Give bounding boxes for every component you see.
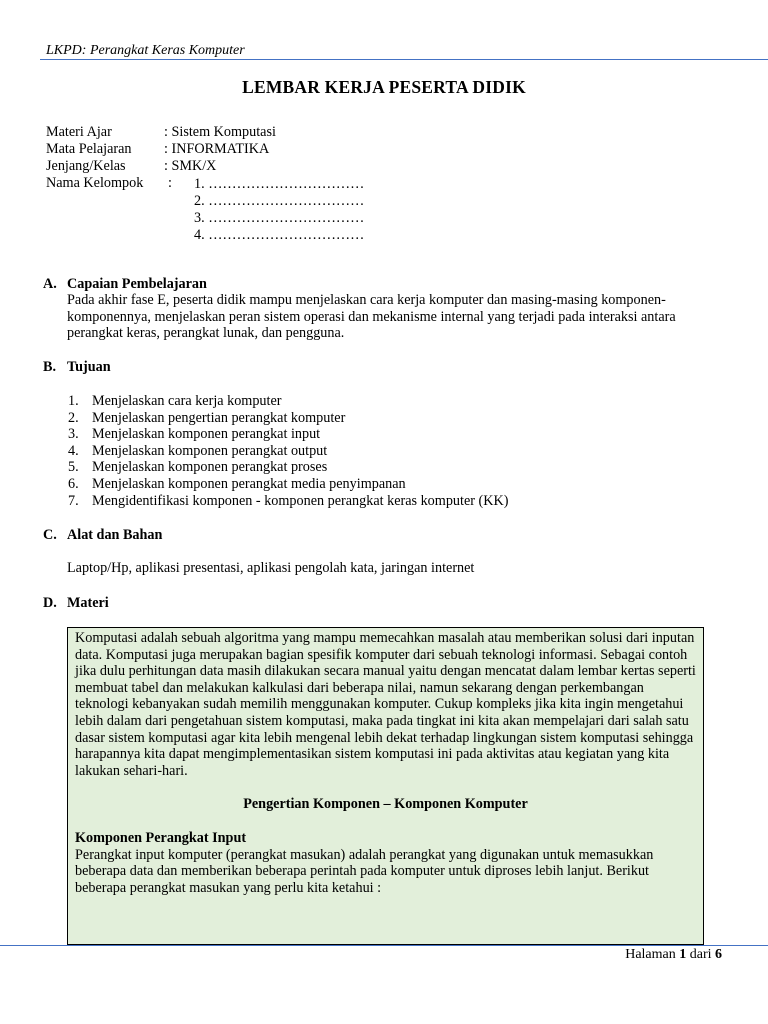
list-text: Menjelaskan komponen perangkat proses xyxy=(92,459,328,476)
group-member-line-1: 1. …………………………… xyxy=(194,176,365,192)
section-a-heading xyxy=(43,275,207,293)
meta-label: Nama Kelompok xyxy=(46,175,144,191)
footer-divider xyxy=(0,945,768,946)
header-divider xyxy=(40,59,768,60)
section-d-heading xyxy=(43,594,109,612)
input-heading: Komponen Perangkat Input xyxy=(75,829,247,846)
section-letter: C. xyxy=(43,527,57,543)
total-pages: 6 xyxy=(715,947,722,962)
list-item xyxy=(68,443,508,460)
list-item xyxy=(68,459,508,476)
page-title: LEMBAR KERJA PESERTA DIDIK xyxy=(242,77,526,97)
list-item xyxy=(68,476,508,493)
section-title: Tujuan xyxy=(67,359,111,375)
section-c-text: Laptop/Hp, aplikasi presentasi, aplikasi pengolah kata, jaringan internet xyxy=(67,560,475,576)
list-number: 3. xyxy=(68,426,79,443)
section-b-heading xyxy=(43,358,111,376)
section-letter: D. xyxy=(43,595,57,611)
list-text: Menjelaskan komponen perangkat output xyxy=(92,442,328,459)
section-c-heading xyxy=(43,526,162,544)
meta-label: Materi Ajar xyxy=(46,124,112,140)
list-text: Menjelaskan komponen perangkat media penyimpanan xyxy=(92,475,406,492)
section-title: Capaian Pembelajaran xyxy=(67,276,207,292)
section-a-text: Pada akhir fase E, peserta didik mampu menjelaskan cara kerja komputer dan masing-masing komponen-komponennya, menjelaskan peran sistem operasi dan mekanisme internal yang terjadi pada interaksi antara perangkat keras, perangkat lunak, dan pengguna. xyxy=(67,292,676,341)
list-number: 4. xyxy=(68,442,79,459)
list-item xyxy=(68,410,508,427)
group-member-line-2: 2. …………………………… xyxy=(194,193,365,209)
meta-value: : SMK/X xyxy=(164,158,217,174)
group-member-line-4: 4. …………………………… xyxy=(194,227,365,243)
document-header: LKPD: Perangkat Keras Komputer xyxy=(46,43,245,58)
tujuan-list xyxy=(68,393,508,509)
list-text: Menjelaskan pengertian perangkat komputer xyxy=(92,409,346,426)
list-text: Menjelaskan komponen perangkat input xyxy=(92,426,321,443)
section-letter: A. xyxy=(43,276,57,292)
list-text: Mengidentifikasi komponen - komponen perangkat keras komputer (KK) xyxy=(92,492,509,509)
page-of-label: dari xyxy=(689,947,712,962)
list-number: 2. xyxy=(68,409,79,426)
section-letter: B. xyxy=(43,359,57,375)
meta-label: Mata Pelajaran xyxy=(46,141,132,157)
list-number: 5. xyxy=(68,459,79,476)
meta-value: : INFORMATIKA xyxy=(164,141,270,157)
list-item xyxy=(68,426,508,443)
meta-value: : xyxy=(168,175,172,191)
meta-label: Jenjang/Kelas xyxy=(46,158,126,174)
page-number xyxy=(625,947,722,963)
list-number: 7. xyxy=(68,492,79,509)
list-number: 1. xyxy=(68,393,79,409)
section-title: Materi xyxy=(67,595,109,611)
group-member-line-3: 3. …………………………… xyxy=(194,210,365,226)
list-item xyxy=(68,393,508,410)
materi-subtitle: Pengertian Komponen – Komponen Komputer xyxy=(243,796,528,813)
section-title: Alat dan Bahan xyxy=(67,527,163,543)
list-number: 6. xyxy=(68,475,79,492)
materi-box xyxy=(67,627,704,945)
meta-value: : Sistem Komputasi xyxy=(164,124,276,140)
list-item xyxy=(68,493,508,510)
materi-intro: Komputasi adalah sebuah algoritma yang mampu memecahkan masalah atau memberikan solusi dari inputan data. Komputasi juga merupakan bagian spesifik komputer dari sebuah teknologi informasi. Sebagai contoh jika dulu perhitungan data masih dilakukan secara manual yaitu dengan mencatat dalam lembar kertas seperti membuat tabel dan melakukan kalkulasi dari beberapa nilai, namun sekarang dengan perkembangan teknologi kebanyakan sudah memilih menggunakan komputer. Cukup kompleks jika kita ingin mengetahui lebih dalam dari pengetahuan sistem komputasi, maka pada tingkat ini kita akan mempelajari dari salah satu dasar sistem komputasi agar kita lebih mengenal lebih dekat terhadap lingkungan sistem komputasi sehingga harapannya kita dapat mengimplementasikan sistem komputasi ini pada aktivitas atau kegiatan yang kita lakukan sehari-hari. xyxy=(75,630,696,779)
list-text: Menjelaskan cara kerja komputer xyxy=(92,393,282,409)
current-page: 1 xyxy=(679,947,687,962)
page-label: Halaman xyxy=(625,947,676,962)
input-text: Perangkat input komputer (perangkat masukan) adalah perangkat yang digunakan untuk memasukkan beberapa data dan memberikan beberapa perintah pada komputer untuk diproses lebih lanjut. Berikut beberapa perangkat masukan yang perlu kita ketahui : xyxy=(75,846,654,896)
